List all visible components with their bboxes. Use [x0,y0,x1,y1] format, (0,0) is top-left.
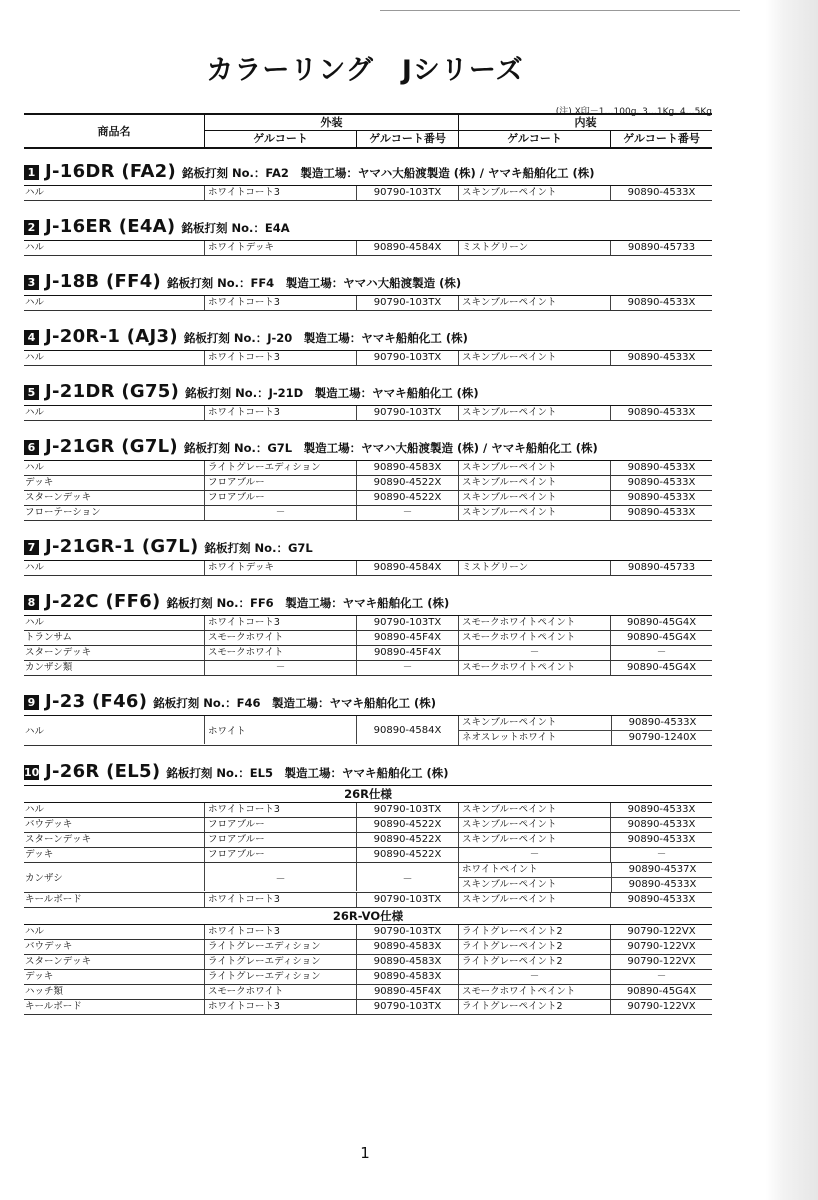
part-name: デッキ [25,971,54,982]
header-product-name: 商品名 [97,125,131,138]
ext-gelcoat-no: － [356,661,458,675]
model-section [24,421,712,521]
section-number: 10 [24,766,40,779]
section-title [24,323,712,351]
spacer [24,366,712,378]
spacer [24,676,712,688]
int-gelcoat: ライトグレーペイント2 [458,1000,610,1014]
int-gelcoat: スキンブルーペイント [458,893,610,907]
ext-gelcoat: フロアブルー [204,491,356,505]
section-number: 8 [24,595,39,610]
int-gelcoat-no: 90890-4533X [611,716,713,730]
model-section [24,311,712,366]
ext-gelcoat: － [204,506,356,520]
part-name: ハル [25,187,45,198]
int-gelcoat-no: 90890-45G4X [610,985,712,999]
table-row [24,461,712,476]
ext-gelcoat: スモークホワイト [204,646,356,660]
interior-cells [458,716,712,745]
int-gelcoat: スキンブルーペイント [458,476,610,490]
int-gelcoat-no: 90890-45G4X [610,661,712,675]
ext-gelcoat-no: 90890-4522X [356,848,458,862]
part-name: スターンデッキ [25,647,92,658]
int-gelcoat: スキンブルーペイント [458,186,610,200]
int-gelcoat: ライトグレーペイント2 [458,940,610,954]
spacer [24,576,712,588]
section-number: 9 [24,695,39,710]
int-gelcoat-no: 90890-4533X [610,506,712,520]
int-gelcoat: スキンブルーペイント [458,833,610,847]
int-gelcoat-no: 90890-4533X [610,296,712,310]
ext-gelcoat-no: 90790-103TX [356,406,458,420]
interior-row [459,730,712,745]
part-name: キールボード [25,1001,82,1012]
model-name: J-21DR (G75) [45,381,180,402]
part-name: カンザシ類 [25,662,73,673]
ext-gelcoat-no: 90790-103TX [356,296,458,310]
int-gelcoat-no: － [610,646,712,660]
spacer [24,746,712,758]
model-detail: 銘板打刻 No.：G7L 製造工場：ヤマハ大船渡製造 (株) / ヤマキ船舶化工 (株) [183,441,598,455]
int-gelcoat-no: 90890-45733 [610,561,712,575]
spec-heading: 26R仕様 [24,786,712,803]
part-name: ハル [25,242,45,253]
part-name: ハル [25,297,45,308]
header-ext-gelcoat: ゲルコート [204,131,356,147]
part-name: ハル [25,462,45,473]
table-row [24,406,712,421]
header-ext-gelcoat-no: ゲルコート番号 [356,131,458,147]
table-row [24,661,712,676]
part-name: スターンデッキ [25,834,92,845]
ext-gelcoat: ホワイトコート3 [204,1000,356,1014]
spacer [24,201,712,213]
model-detail: 銘板打刻 No.：FA2 製造工場：ヤマハ大船渡製造 (株) / ヤマキ船舶化工 (株) [182,166,595,180]
model-detail: 銘板打刻 No.：E4A [181,221,290,235]
model-name: J-16DR (FA2) [45,161,177,182]
part-name: ハル [25,804,45,815]
ext-gelcoat: スモークホワイト [204,631,356,645]
ext-gelcoat: － [204,661,356,675]
ext-gelcoat-no: 90790-103TX [356,803,458,817]
model-section [24,256,712,311]
part-name: バウデッキ [25,819,73,830]
ext-gelcoat-no: 90890-45F4X [356,631,458,645]
ext-gelcoat-no: 90890-4583X [356,940,458,954]
ext-gelcoat-no: － [356,506,458,520]
ext-gelcoat-no: 90890-4583X [356,970,458,984]
int-gelcoat: － [458,646,610,660]
table-row [24,940,712,955]
int-gelcoat-no: 90890-4533X [611,878,713,892]
interior-row [459,863,712,877]
part-name: トランサム [25,632,73,643]
interior-row [459,716,712,730]
ext-gelcoat-no: 90790-103TX [356,186,458,200]
section-title [24,433,712,461]
table-header [24,113,712,149]
int-gelcoat-no: 90890-4533X [610,893,712,907]
ext-gelcoat: フロアブルー [204,476,356,490]
table-row [24,970,712,985]
int-gelcoat: ミストグリーン [458,561,610,575]
model-name: J-18B (FF4) [45,271,162,292]
section-title [24,268,712,296]
ext-gelcoat-no: 90790-103TX [356,1000,458,1014]
spec-heading: 26R-VO仕様 [24,908,712,925]
int-gelcoat: スモークホワイトペイント [458,661,610,675]
part-name: ハル [25,407,45,418]
ext-gelcoat: ホワイト [204,716,356,744]
ext-gelcoat-no: 90890-4584X [356,716,458,744]
model-detail: 銘板打刻 No.：FF4 製造工場：ヤマハ大船渡製造 (株) [167,276,462,290]
model-name: J-21GR (G7L) [45,436,178,457]
int-gelcoat: ライトグレーペイント2 [458,955,610,969]
int-gelcoat-no: 90890-45733 [610,241,712,255]
section-title [24,588,712,616]
ext-gelcoat: ホワイトコート3 [204,296,356,310]
model-section [24,521,712,576]
model-section [24,366,712,421]
int-gelcoat-no: 90890-45G4X [610,631,712,645]
int-gelcoat-no: 90790-122VX [610,1000,712,1014]
int-gelcoat-no: 90890-4533X [610,476,712,490]
part-name: バウデッキ [25,941,73,952]
spacer [24,256,712,268]
int-gelcoat: スモークホワイトペイント [458,631,610,645]
ext-gelcoat-no: 90890-45F4X [356,646,458,660]
model-name: J-22C (FF6) [45,591,161,612]
table-row [24,925,712,940]
table-row [24,351,712,366]
int-gelcoat: － [458,848,610,862]
int-gelcoat: スキンブルーペイント [458,296,610,310]
int-gelcoat: ライトグレーペイント2 [458,925,610,939]
table-row [24,818,712,833]
table-row [24,803,712,818]
spacer [24,421,712,433]
ext-gelcoat-no: 90890-4583X [356,461,458,475]
int-gelcoat: スモークホワイトペイント [458,616,610,630]
int-gelcoat: スモークホワイトペイント [458,985,610,999]
int-gelcoat-no: － [610,848,712,862]
header-exterior: 外装 [204,115,458,131]
color-table [24,113,712,1015]
ext-gelcoat: ホワイトコート3 [204,186,356,200]
int-gelcoat-no: 90890-4533X [610,186,712,200]
int-gelcoat-no: 90790-1240X [611,731,713,745]
table-row [24,985,712,1000]
model-section [24,576,712,676]
ext-gelcoat: ライトグレーエディション [204,940,356,954]
model-name: J-21GR-1 (G7L) [45,536,199,557]
model-name: J-16ER (E4A) [45,216,176,237]
spacer [24,521,712,533]
table-row [24,955,712,970]
int-gelcoat-no: 90890-4537X [611,863,713,877]
int-gelcoat: スキンブルーペイント [458,818,610,832]
ext-gelcoat: ライトグレーエディション [204,970,356,984]
model-detail: 銘板打刻 No.：J-21D 製造工場：ヤマキ船舶化工 (株) [185,386,479,400]
interior-row [459,877,712,892]
section-number: 3 [24,275,39,290]
ext-gelcoat-no: 90890-45F4X [356,985,458,999]
page-title: カラーリング Jシリーズ [206,55,524,86]
table-body [24,149,712,1015]
ext-gelcoat-no: 90890-4522X [356,476,458,490]
ext-gelcoat-no: 90790-103TX [356,925,458,939]
table-row [24,561,712,576]
table-row [24,1000,712,1015]
model-section [24,149,712,201]
spacer [24,311,712,323]
part-name: フローテーション [25,507,101,518]
page-edge-shadow [766,0,818,1200]
table-row [24,616,712,631]
part-name: スターンデッキ [25,492,92,503]
header-int-gelcoat: ゲルコート [458,131,610,147]
table-row-split [24,716,712,746]
section-title [24,158,712,186]
ext-gelcoat: フロアブルー [204,818,356,832]
ext-gelcoat-no: 90890-4583X [356,955,458,969]
ext-gelcoat-no: 90890-4522X [356,818,458,832]
part-name: デッキ [25,849,54,860]
model-detail: 銘板打刻 No.：J-20 製造工場：ヤマキ船舶化工 (株) [183,331,468,345]
section-number: 1 [24,165,39,180]
int-gelcoat-no: 90790-122VX [610,955,712,969]
int-gelcoat-no: 90890-4533X [610,406,712,420]
int-gelcoat: スキンブルーペイント [458,491,610,505]
int-gelcoat-no: － [610,970,712,984]
header-int-gelcoat-no: ゲルコート番号 [610,131,712,147]
table-row [24,241,712,256]
table-row [24,491,712,506]
ext-gelcoat: ライトグレーエディション [204,461,356,475]
model-detail: 銘板打刻 No.：G7L [204,541,313,555]
int-gelcoat: スキンブルーペイント [458,406,610,420]
model-section [24,746,712,1015]
int-gelcoat-no: 90890-4533X [610,491,712,505]
part-name: キールボード [25,894,82,905]
part-name: ハル [25,726,45,737]
table-row [24,893,712,908]
ext-gelcoat: ホワイトデッキ [204,241,356,255]
ext-gelcoat-no: 90790-103TX [356,351,458,365]
table-row [24,631,712,646]
section-title [24,378,712,406]
interior-cells [458,863,712,892]
ext-gelcoat: スモークホワイト [204,985,356,999]
part-name: スターンデッキ [25,956,92,967]
ext-gelcoat: ホワイトコート3 [204,406,356,420]
ext-gelcoat-no: 90790-103TX [356,893,458,907]
ext-gelcoat-no: － [356,863,458,891]
spacer [24,149,712,158]
int-gelcoat: スキンブルーペイント [458,461,610,475]
ext-gelcoat: ホワイトデッキ [204,561,356,575]
ext-gelcoat-no: 90890-4522X [356,491,458,505]
section-title [24,533,712,561]
int-gelcoat: スキンブルーペイント [462,879,557,890]
ext-gelcoat-no: 90890-4584X [356,241,458,255]
int-gelcoat-no: 90890-4533X [610,818,712,832]
section-title [24,688,712,716]
section-number: 7 [24,540,39,555]
table-row-split [24,863,712,893]
section-number: 4 [24,330,39,345]
int-gelcoat: スキンブルーペイント [458,803,610,817]
model-detail: 銘板打刻 No.：F46 製造工場：ヤマキ船舶化工 (株) [153,696,437,710]
int-gelcoat: ネオスレットホワイト [462,732,557,743]
model-name: J-23 (F46) [45,691,148,712]
part-name: カンザシ [25,873,63,884]
ext-gelcoat-no: 90890-4584X [356,561,458,575]
table-row [24,833,712,848]
part-name: ハル [25,926,45,937]
int-gelcoat-no: 90790-122VX [610,940,712,954]
ext-gelcoat: ホワイトコート3 [204,893,356,907]
int-gelcoat-no: 90890-4533X [610,803,712,817]
int-gelcoat-no: 90890-4533X [610,833,712,847]
int-gelcoat-no: 90890-45G4X [610,616,712,630]
int-gelcoat: スキンブルーペイント [458,506,610,520]
int-gelcoat-no: 90890-4533X [610,351,712,365]
ext-gelcoat: － [204,863,356,891]
model-name: J-26R (EL5) [45,761,161,782]
ext-gelcoat: フロアブルー [204,848,356,862]
section-title [24,213,712,241]
model-name: J-20R-1 (AJ3) [45,326,178,347]
model-section [24,201,712,256]
table-row [24,296,712,311]
section-number: 6 [24,440,39,455]
table-row [24,646,712,661]
int-gelcoat-no: 90790-122VX [610,925,712,939]
ext-gelcoat: フロアブルー [204,833,356,847]
table-row [24,186,712,201]
ext-gelcoat: ホワイトコート3 [204,925,356,939]
model-detail: 銘板打刻 No.：EL5 製造工場：ヤマキ船舶化工 (株) [166,766,449,780]
header-interior: 内装 [458,115,712,131]
int-gelcoat: スキンブルーペイント [462,717,557,728]
ext-gelcoat: ホワイトコート3 [204,803,356,817]
ext-gelcoat: ホワイトコート3 [204,351,356,365]
int-gelcoat: ミストグリーン [458,241,610,255]
section-number: 5 [24,385,39,400]
table-row [24,476,712,491]
top-rule [380,10,740,11]
ext-gelcoat: ライトグレーエディション [204,955,356,969]
part-name: ハル [25,352,45,363]
table-row [24,848,712,863]
int-gelcoat-no: 90890-4533X [610,461,712,475]
section-number: 2 [24,220,39,235]
int-gelcoat: スキンブルーペイント [458,351,610,365]
ext-gelcoat: ホワイトコート3 [204,616,356,630]
weight-note: (注) X印－1…100g, 3…1Kg, 4…5Kg [555,107,712,117]
part-name: デッキ [25,477,54,488]
model-detail: 銘板打刻 No.：FF6 製造工場：ヤマキ船舶化工 (株) [166,596,450,610]
section-title [24,758,712,786]
model-section [24,676,712,746]
table-row [24,506,712,521]
int-gelcoat: ホワイトペイント [462,864,538,875]
page-number: 1 [360,1144,370,1162]
part-name: ハッチ類 [25,986,64,997]
part-name: ハル [25,617,45,628]
ext-gelcoat-no: 90890-4522X [356,833,458,847]
ext-gelcoat-no: 90790-103TX [356,616,458,630]
int-gelcoat: － [458,970,610,984]
part-name: ハル [25,562,45,573]
